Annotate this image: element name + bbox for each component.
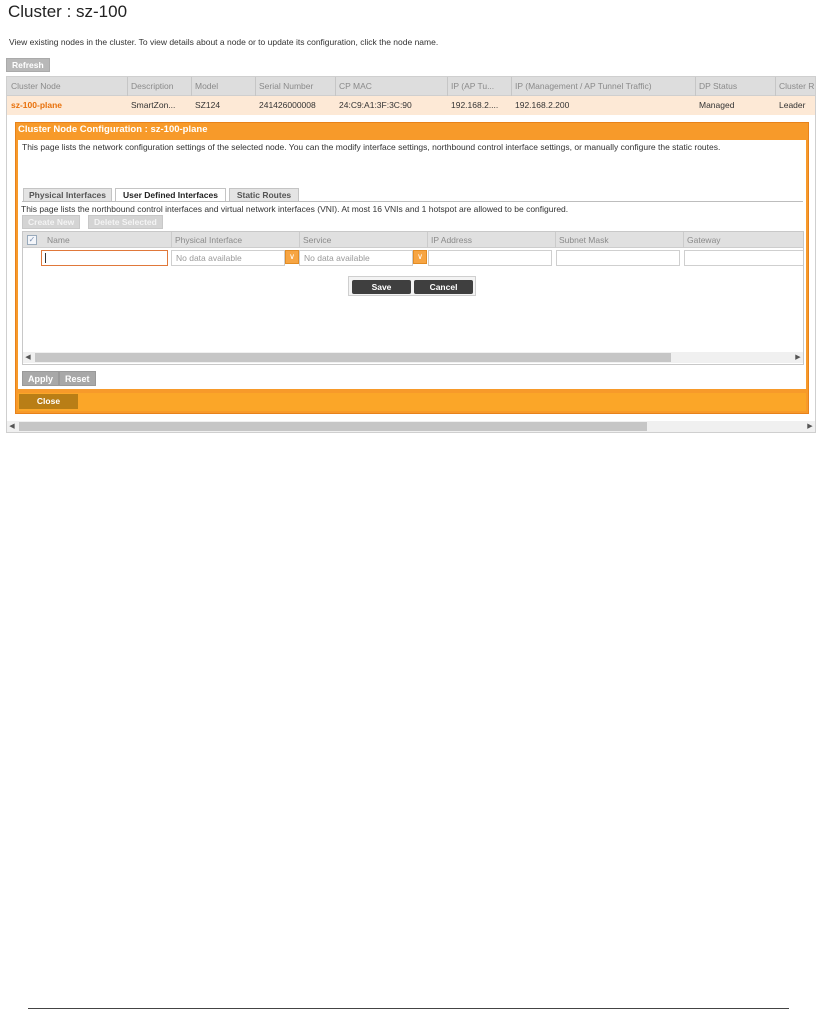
col-physical-interface[interactable]: Physical Interface [175, 235, 243, 245]
row-serial: 241426000008 [259, 100, 316, 110]
tab-divider [22, 201, 803, 202]
scroll-right-icon[interactable]: ▶ [795, 354, 801, 361]
interfaces-grid [22, 231, 804, 365]
apply-button[interactable]: Apply [22, 371, 59, 386]
col-cp-mac[interactable]: CP MAC [339, 81, 372, 91]
col-model[interactable]: Model [195, 81, 219, 91]
col-cluster-role[interactable]: Cluster R [779, 81, 815, 91]
cancel-button[interactable]: Cancel [414, 280, 473, 294]
col-dp-status[interactable]: DP Status [699, 81, 738, 91]
row-dp-status: Managed [699, 100, 735, 110]
page-description: View existing nodes in the cluster. To view details about a node or to update its configuration, click the node name. [9, 37, 439, 47]
col-name[interactable]: Name [47, 235, 70, 245]
reset-button[interactable]: Reset [59, 371, 96, 386]
dropdown-arrow-icon[interactable]: ∨ [285, 250, 299, 264]
row-cluster-role: Leader [779, 100, 806, 110]
tab-description: This page lists the northbound control interfaces and virtual network interfaces (VNI). At most 16 VNIs and 1 hotspot are allowed to be configured. [21, 204, 569, 214]
ip-address-input[interactable] [428, 250, 552, 266]
col-ip-address[interactable]: IP Address [431, 235, 472, 245]
col-subnet-mask[interactable]: Subnet Mask [559, 235, 609, 245]
cluster-table-header [7, 77, 816, 96]
grid-header [23, 232, 804, 248]
name-input[interactable] [41, 250, 168, 266]
footer-divider [28, 1008, 789, 1009]
row-cp-mac: 24:C9:A1:3F:3C:90 [339, 100, 412, 110]
save-button[interactable]: Save [352, 280, 411, 294]
col-serial-number[interactable]: Serial Number [259, 81, 314, 91]
cluster-node-link[interactable]: sz-100-plane [11, 100, 63, 110]
checkbox-icon[interactable]: ✓ [28, 235, 36, 244]
row-model: SZ124 [195, 100, 221, 110]
grid-scrollbar[interactable] [23, 352, 803, 363]
col-cluster-node[interactable]: Cluster Node [11, 81, 61, 91]
col-gateway[interactable]: Gateway [687, 235, 721, 245]
row-editor-actions [348, 276, 476, 296]
delete-selected-button[interactable]: Delete Selected [88, 215, 163, 229]
cluster-panel [6, 76, 816, 433]
dropdown-arrow-icon[interactable]: ∨ [413, 250, 427, 264]
tab-physical-interfaces[interactable]: Physical Interfaces [23, 188, 112, 201]
gateway-input[interactable] [684, 250, 804, 266]
page-title: Cluster : sz-100 [8, 2, 128, 21]
scrollbar-thumb[interactable] [19, 422, 647, 431]
config-panel-body [18, 140, 806, 389]
tab-static-routes[interactable]: Static Routes [229, 188, 299, 201]
create-new-button[interactable]: Create New [22, 215, 80, 229]
refresh-button[interactable]: Refresh [6, 58, 50, 72]
page-scrollbar[interactable] [7, 421, 815, 432]
col-service[interactable]: Service [303, 235, 332, 245]
col-ip-management[interactable]: IP (Management / AP Tunnel Traffic) [515, 81, 652, 91]
physical-interface-select[interactable]: No data available [171, 250, 285, 266]
config-description: This page lists the network configuration settings of the selected node. You can the modify interface settings, northbound control interface settings, or manually configure the static routes. [22, 142, 721, 152]
scroll-left-icon[interactable]: ◀ [25, 354, 31, 361]
scroll-right-icon[interactable]: ▶ [807, 423, 813, 430]
scrollbar-thumb[interactable] [35, 353, 671, 362]
row-ip-management: 192.168.2.200 [515, 100, 570, 110]
subnet-mask-input[interactable] [556, 250, 680, 266]
col-description[interactable]: Description [131, 81, 174, 91]
config-panel-title: Cluster Node Configuration : sz-100-plane [18, 124, 208, 135]
service-select[interactable]: No data available [299, 250, 413, 266]
table-row[interactable] [7, 96, 816, 115]
row-description: SmartZon... [131, 100, 176, 110]
tab-user-defined-interfaces[interactable]: User Defined Interfaces [115, 188, 226, 202]
node-config-panel [15, 122, 809, 414]
col-ip-ap-tunnel[interactable]: IP (AP Tu... [451, 81, 495, 91]
row-ip-ap-tunnel: 192.168.2.... [451, 100, 499, 110]
close-button[interactable]: Close [19, 394, 78, 409]
close-bar [18, 393, 806, 411]
scroll-left-icon[interactable]: ◀ [9, 423, 15, 430]
